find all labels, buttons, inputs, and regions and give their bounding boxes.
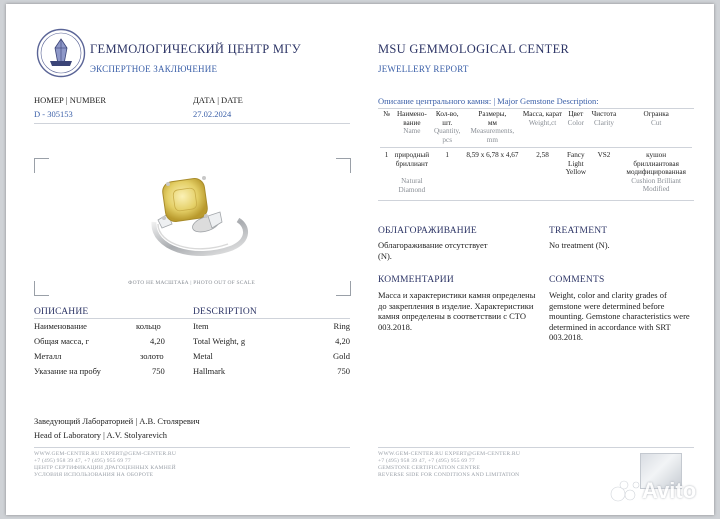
comments-ru-text: Масса и характеристики камня определены до закрепления в изделие. Характеристики камня определены в соответствии с СТО 003.2018. [378,290,536,332]
footer-right: WWW.GEM-CENTER.RU EXPERT@GEM-CENTER.RU +7 (495) 958 39 47, +7 (495) 955 69 77 GEMSTONE CERTIFICATION CENTRE REVERSE SIDE FOR CONDITIONS AND LIMITATION [378,451,521,478]
treatment-en-heading: TREATMENT [549,226,608,236]
row-en-label: Hallmark [193,366,226,376]
description-ru-heading: ОПИСАНИЕ [34,307,89,317]
divider [34,123,350,124]
en-report-subtitle: JEWELLERY REPORT [378,64,469,74]
cell-color: Fancy Light Yellow [565,151,587,176]
row-ru-value: 750 [152,366,165,376]
date-label: ДАТА | DATE [193,95,243,105]
certificate-sheet [6,4,714,515]
row-ru-value: 4,20 [150,336,165,346]
crop-mark [336,158,351,173]
crop-mark [34,158,49,173]
row-en-value: Gold [333,351,350,361]
col-clarity: Чистота Clarity [591,110,617,127]
col-color: Цвет Color [567,110,584,127]
cell-name: природный бриллиант Natural Diamond [394,151,430,194]
crop-mark [34,281,49,296]
row-ru-value: золото [140,351,164,361]
ring-photo-icon [134,164,256,264]
treatment-ru-heading: ОБЛАГОРАЖИВАНИЕ [378,226,477,236]
ru-center-title: ГЕММОЛОГИЧЕСКИЙ ЦЕНТР МГУ [90,42,301,56]
comments-ru-heading: КОММЕНТАРИИ [378,275,454,285]
col-name: Наимено- вание Name [396,110,427,135]
avito-logo-icon [610,480,640,502]
gemstone-header-row [380,110,692,146]
description-row [34,351,350,363]
cell-no: 1 [384,151,389,159]
row-en-label: Item [193,321,209,331]
col-quantity: Кол-во, шт. Quantity, pcs [433,110,461,144]
avito-text: Avito [642,478,697,503]
date-value: 27.02.2024 [193,109,232,119]
description-row [34,321,350,333]
signature-ru: Заведующий Лабораторией | А.В. Столяревич [34,416,200,426]
gemstone-data-row [380,151,692,194]
cell-quantity: 1 [445,151,450,159]
cell-weight: 2,58 [536,151,549,159]
footer-left: WWW.GEM-CENTER.RU EXPERT@GEM-CENTER.RU +7 (495) 958 39 47, +7 (495) 955 69 77 ЦЕНТР СЕРТИФИКАЦИИ ДРАГОЦЕННЫХ КАМНЕЙ УСЛОВИЯ ИСПОЛЬЗОВАНИЯ НА ОБОРОТЕ [34,451,177,478]
col-cut: Огранка Cut [643,110,669,127]
avito-watermark [610,478,696,504]
description-en-heading: DESCRIPTION [193,307,257,317]
cell-clarity: VS2 [597,151,611,159]
gemstone-table [380,110,692,194]
description-row [34,336,350,348]
col-measurements: Размеры, мм Measurements, mm [470,110,515,144]
row-en-value: 4,20 [335,336,350,346]
divider [378,108,694,109]
divider [378,447,694,448]
row-ru-label: Указание на пробу [34,366,101,376]
row-ru-label: Металл [34,351,62,361]
comments-en-heading: COMMENTS [549,275,605,285]
row-en-value: Ring [333,321,350,331]
row-ru-value: кольцо [136,321,161,331]
treatment-ru-text: Облагораживание отсутствует (N). [378,240,488,261]
treatment-en-text: No treatment (N). [549,240,610,250]
photo-caption: ФОТО НЕ МАСШТАБА | PHOTO OUT OF SCALE [128,280,255,286]
description-row [34,366,350,378]
number-value: D - 305153 [34,109,73,119]
en-center-title: MSU GEMMOLOGICAL CENTER [378,42,570,56]
row-en-value: 750 [337,366,350,376]
signature-en: Head of Laboratory | A.V. Stolyarevich [34,430,168,440]
col-no: № [383,110,390,118]
divider [34,318,350,319]
divider [378,200,694,201]
row-ru-label: Общая масса, г [34,336,90,346]
row-en-label: Total Weight, g [193,336,246,346]
row-en-label: Metal [193,351,213,361]
comments-en-text: Weight, color and clarity grades of gemstone were determined before mounting. Gemstone characteristics were determined in accordance with SRT 003.2018. [549,290,690,342]
ru-report-subtitle: ЭКСПЕРТНОЕ ЗАКЛЮЧЕНИЕ [90,64,218,74]
cell-measurements: 8,59 x 6,78 x 4,67 [466,151,519,159]
gemstone-heading: Описание центрального камня: | Major Gemstone Description: [378,96,599,106]
row-ru-label: Наименование [34,321,87,331]
divider [34,447,350,448]
cell-cut: кушон бриллиантовая модифицированная Cushion Brilliant Modified [626,151,686,193]
crop-mark [336,281,351,296]
col-weight: Масса, карат Weight,ct [522,110,563,127]
msu-emblem-icon [36,28,86,78]
number-label: НОМЕР | NUMBER [34,95,107,105]
